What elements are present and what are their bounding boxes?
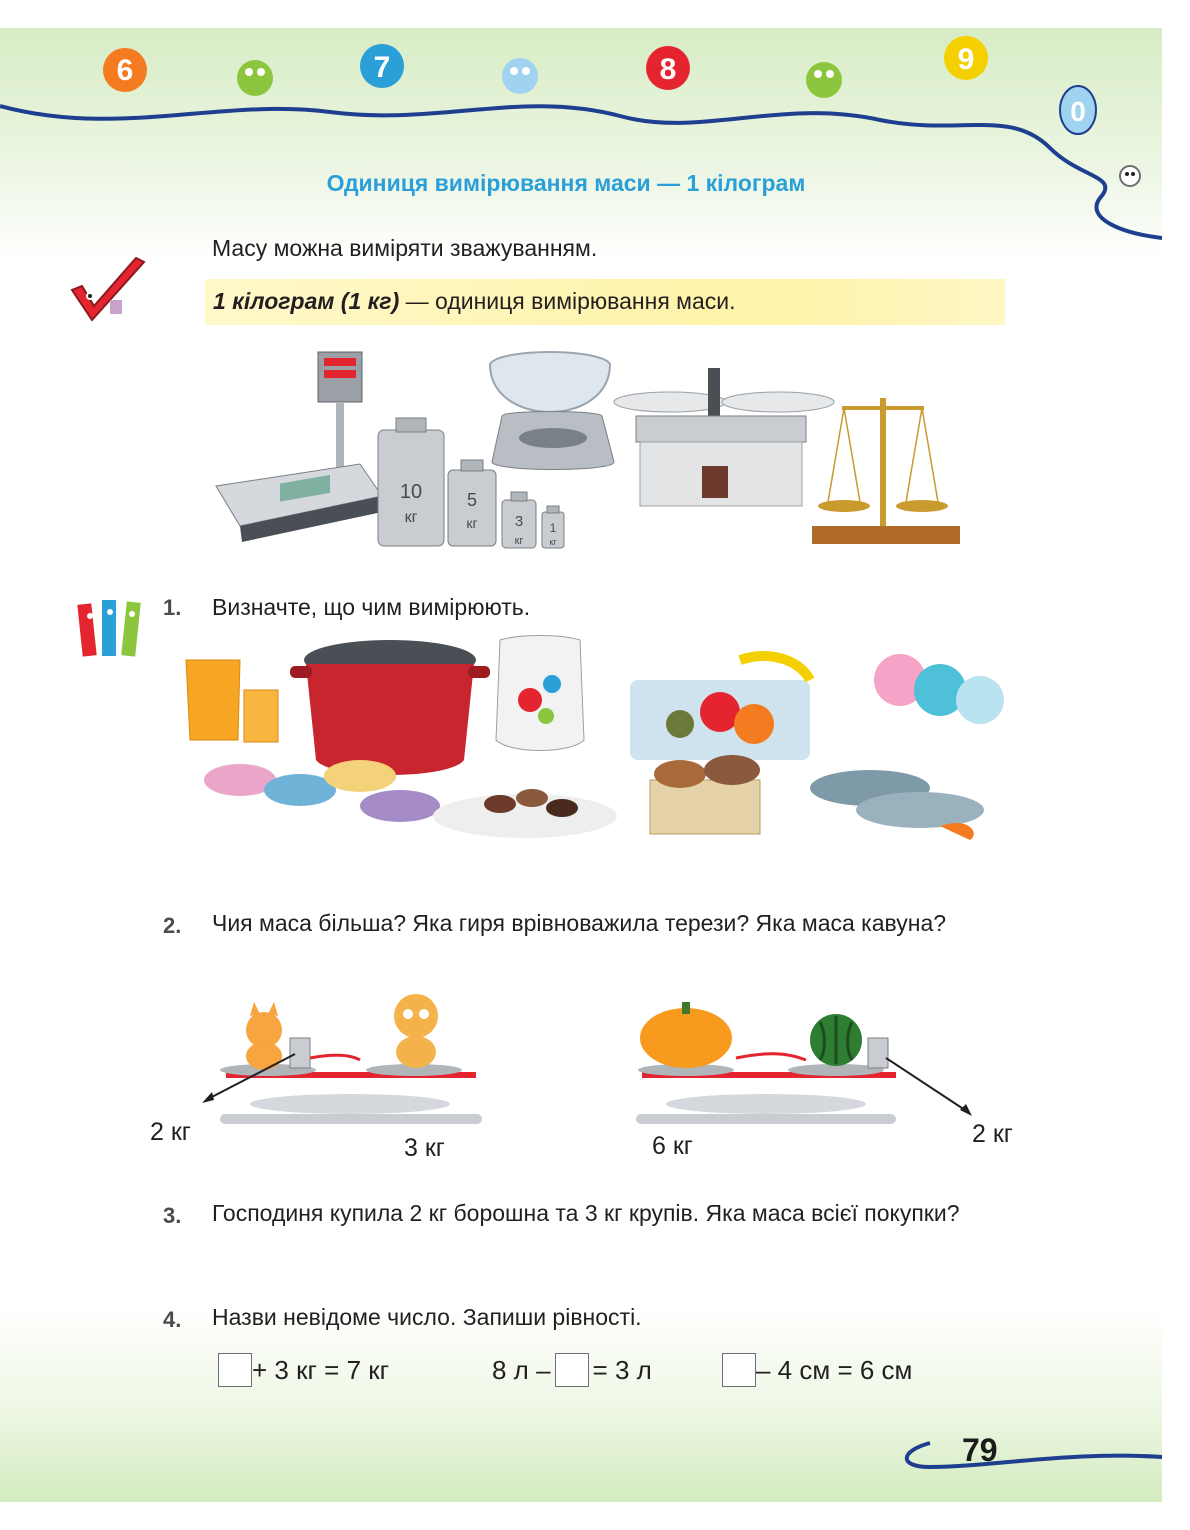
weight-10kg [378, 418, 444, 546]
electronic-scale [216, 352, 382, 542]
weight-number: 3 [514, 513, 524, 530]
definition-term: 1 кілограм (1 кг) [213, 288, 400, 314]
digit-figure [360, 44, 404, 88]
digit-figure [806, 62, 842, 98]
task-number-4: 4. [163, 1307, 182, 1332]
task-number-2: 2. [163, 913, 182, 938]
pumpkin-mass-label: 6 кг [652, 1132, 693, 1160]
chocolates-plate [433, 789, 617, 838]
answer-box[interactable] [722, 1353, 756, 1387]
digit-figure [237, 60, 273, 96]
task-text-4: Назви невідоме число. Запиши рівності. [212, 1304, 642, 1330]
weight-5kg [448, 460, 496, 546]
weight-number: 1 [549, 521, 557, 535]
digit-figure [502, 58, 538, 94]
digit-8: 8 [659, 53, 677, 86]
small-weight [290, 1038, 310, 1068]
checkmark-icon [60, 256, 150, 328]
cat [246, 1002, 282, 1070]
juice-jug [186, 660, 278, 742]
answer-box[interactable] [218, 1353, 252, 1387]
equation-suffix: + 3 кг = 7 кг [252, 1354, 390, 1385]
digit-7: 7 [373, 51, 391, 84]
digit-figure [103, 48, 147, 92]
footer-wave [890, 1423, 1162, 1493]
header-band [0, 28, 1162, 258]
weight-number: 10 [399, 481, 423, 503]
page-title: Одиниця вимірювання маси — 1 кілограм [326, 170, 806, 196]
right-weight-label: 2 кг [972, 1120, 1013, 1148]
small-weight [868, 1038, 888, 1068]
digit-0: 0 [1070, 96, 1086, 127]
definition-box [205, 279, 1005, 325]
mushroom-basket [650, 755, 760, 834]
digit-6: 6 [116, 54, 134, 87]
tape-rolls [874, 654, 1004, 724]
digit-figure [1060, 86, 1096, 134]
equation-suffix: – 4 см = 6 см [756, 1354, 913, 1385]
intro-text: Масу можна виміряти зважуванням. [212, 235, 598, 261]
task-text-2: Чия маса більша? Яка гиря врівноважила терези? Яка маса кавуна? [212, 910, 947, 936]
equation-prefix: 8 л – [492, 1354, 551, 1385]
cooking-pot [290, 640, 490, 775]
pumpkin [640, 1002, 732, 1068]
weight-unit: кг [404, 509, 418, 526]
fruit-tray [630, 656, 810, 760]
weight-unit: кг [466, 515, 478, 531]
task-number-3: 3. [163, 1203, 182, 1228]
weight-number: 5 [466, 490, 478, 510]
balance-scale [812, 398, 960, 544]
page-number: 79 [962, 1432, 998, 1468]
equation-3 [722, 1353, 912, 1387]
weight-3kg [502, 492, 536, 548]
dog [394, 994, 438, 1068]
equation-1 [218, 1353, 389, 1387]
scales-illustration [210, 346, 970, 552]
fish [810, 770, 984, 840]
objects-illustration [180, 620, 1010, 840]
textbook-page [0, 28, 1162, 1502]
scale-cat-dog [200, 988, 490, 1128]
ceramic-jug [496, 636, 584, 751]
task-text-3: Господиня купила 2 кг борошна та 3 кг крупів. Яка маса всієї покупки? [212, 1200, 960, 1226]
digit-figure [944, 36, 988, 80]
lab-balance [614, 368, 834, 506]
watermelon [810, 1014, 862, 1066]
left-weight-label: 2 кг [150, 1118, 191, 1146]
scale-pumpkin-watermelon [636, 994, 976, 1128]
pencils-icon [70, 594, 162, 668]
task-number-1: 1. [163, 595, 182, 620]
dog-mass-label: 3 кг [404, 1134, 445, 1162]
weight-unit: кг [514, 535, 524, 547]
answer-box[interactable] [555, 1353, 589, 1387]
kitchen-scale [490, 352, 614, 470]
equation-suffix: = 3 л [592, 1354, 652, 1385]
digit-figure [646, 46, 690, 90]
definition-text: — одиниця вимірювання маси. [399, 288, 736, 314]
equation-2 [492, 1353, 652, 1387]
digit-9: 9 [957, 43, 975, 76]
weight-1kg [542, 506, 564, 548]
weight-unit: кг [549, 537, 557, 547]
task-text-1: Визначте, що чим вимірюють. [212, 594, 531, 620]
